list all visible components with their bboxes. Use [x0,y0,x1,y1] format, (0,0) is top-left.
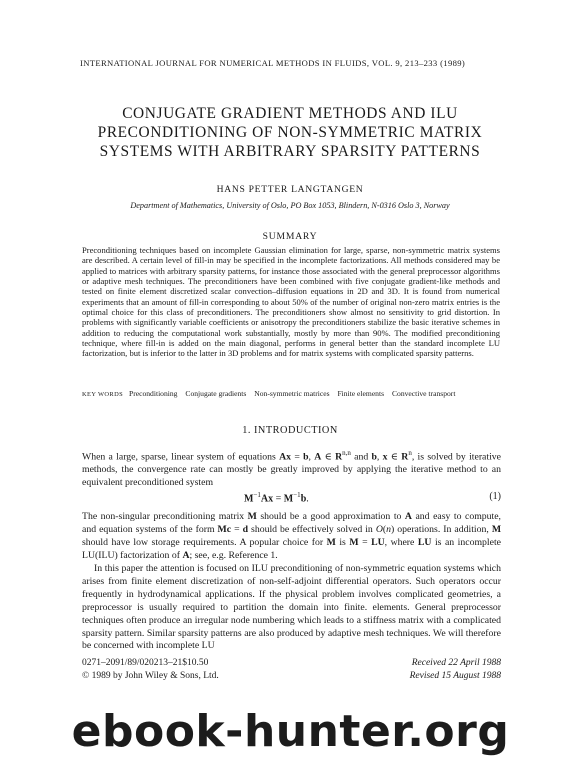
title-line: SYSTEMS WITH ARBITRARY SPARSITY PATTERNS [99,143,481,160]
copyright-notice: © 1989 by John Wiley & Sons, Ltd. [82,670,219,681]
keyword: Preconditioning [128,389,178,398]
publication-info [82,657,219,682]
title-line: CONJUGATE GRADIENT METHODS AND ILU [122,105,458,122]
equation-number: (1) [489,491,501,502]
author-name: HANS PETTER LANGTANGEN [216,184,364,195]
article-code: 0271–2091/89/020213–21$10.50 [82,658,209,668]
equation-body: $M^{-1}Ax = M^{-1}b$. [244,491,309,505]
section-heading: 1. INTRODUCTION [242,425,338,436]
intro-paragraph-1: When a large, sparse, linear system of equations Ax = b, A ∈ R$^{n,n}$ and b, x ∈ $R^n$, is solved by iterative methods, the convergence rate can mostly be greatly improved by applying the iterative method to an equivalent preconditioned system [82,449,502,489]
received-date: Received 22 April 1988 [411,658,501,668]
title-line: PRECONDITIONING OF NON-SYMMETRIC MATRIX [97,124,483,141]
received-dates [410,657,501,682]
keyword: Conjugate gradients [185,389,247,398]
summary-heading: SUMMARY [262,231,318,242]
article-title [60,104,520,161]
revised-date: Revised 15 August 1988 [409,670,501,681]
intro-paragraph-3: In this paper the attention is focused on ILU preconditioning of non-symmetric equation systems which arises from finite element discretization of non-self-adjoint differential operators. Such operators occur frequently in hydrodynamical applications. If the physical problem involves complicated geometries, a preprocessor is usually required to partition the domain into finite. elements. General preprocessor techniques often produce an irregular node numbering which leads to a stiffness matrix with a complicated sparsity pattern. Similar sparsity patterns are also produced by adaptive mesh techniques. We will therefore be concerned with incomplete LU [82,563,501,652]
keyword: Non-symmetric matrices [254,389,330,398]
watermark: ebook-hunter.org [71,706,510,757]
summary-text: Preconditioning techniques based on incomplete Gaussian elimination for large, sparse, non-symmetric matrix systems are described. A certain level of fill-in may be specified in the incomplete factorizations. All methods considered may be applied to matrices with arbitrary sparsity patterns, for instance those associated with the general preprocessor algorithms or adaptive mesh techniques. The preconditioners have been combined with five conjugate gradient-like methods and tested on finite element discretized scalar convection–diffusion equations in 2D and 3D. It is found from numerical experiments that an amount of fill-in corresponding to about 50% of the number of original non-zero matrix entries is the optimal choice for this class of preconditioners. The preconditioners show almost no sensitivity to grid distortion. In problems with significantly variable coefficients or anisotropy the preconditioners stabilize the basic iterative schemes in addition to reducing the computational work substantially, mostly by more than 90%. The modified preconditioning technique, where fill-in is added on the main diagonal, performs in general better than the standard incomplete LU factorization, but is inferior to the latter in 3D problems and for matrix systems with complicated sparsity patterns. [82,245,500,359]
keyword: Finite elements [337,389,385,398]
journal-header: INTERNATIONAL JOURNAL FOR NUMERICAL METHODS IN FLUIDS, VOL. 9, 213–233 (1989) [80,58,466,68]
keyword: Convective transport [391,389,456,398]
intro-paragraph-2: The non-singular preconditioning matrix M should be a good approximation to A and easy to compute, and equation systems of the form Mc = d should be effectively solved in O(n) operations. In addition, M should have low storage requirements. A popular choice for M is M = LU, where LU is an incomplete LU(ILU) factorization of A; see, e.g. Reference 1. [82,511,502,561]
author-affiliation: Department of Mathematics, University of Oslo, PO Box 1053, Blindern, N-0316 Oslo 3, Norway [130,201,450,210]
keywords-label: KEY WORDS [82,391,124,398]
keywords-line [82,389,512,398]
